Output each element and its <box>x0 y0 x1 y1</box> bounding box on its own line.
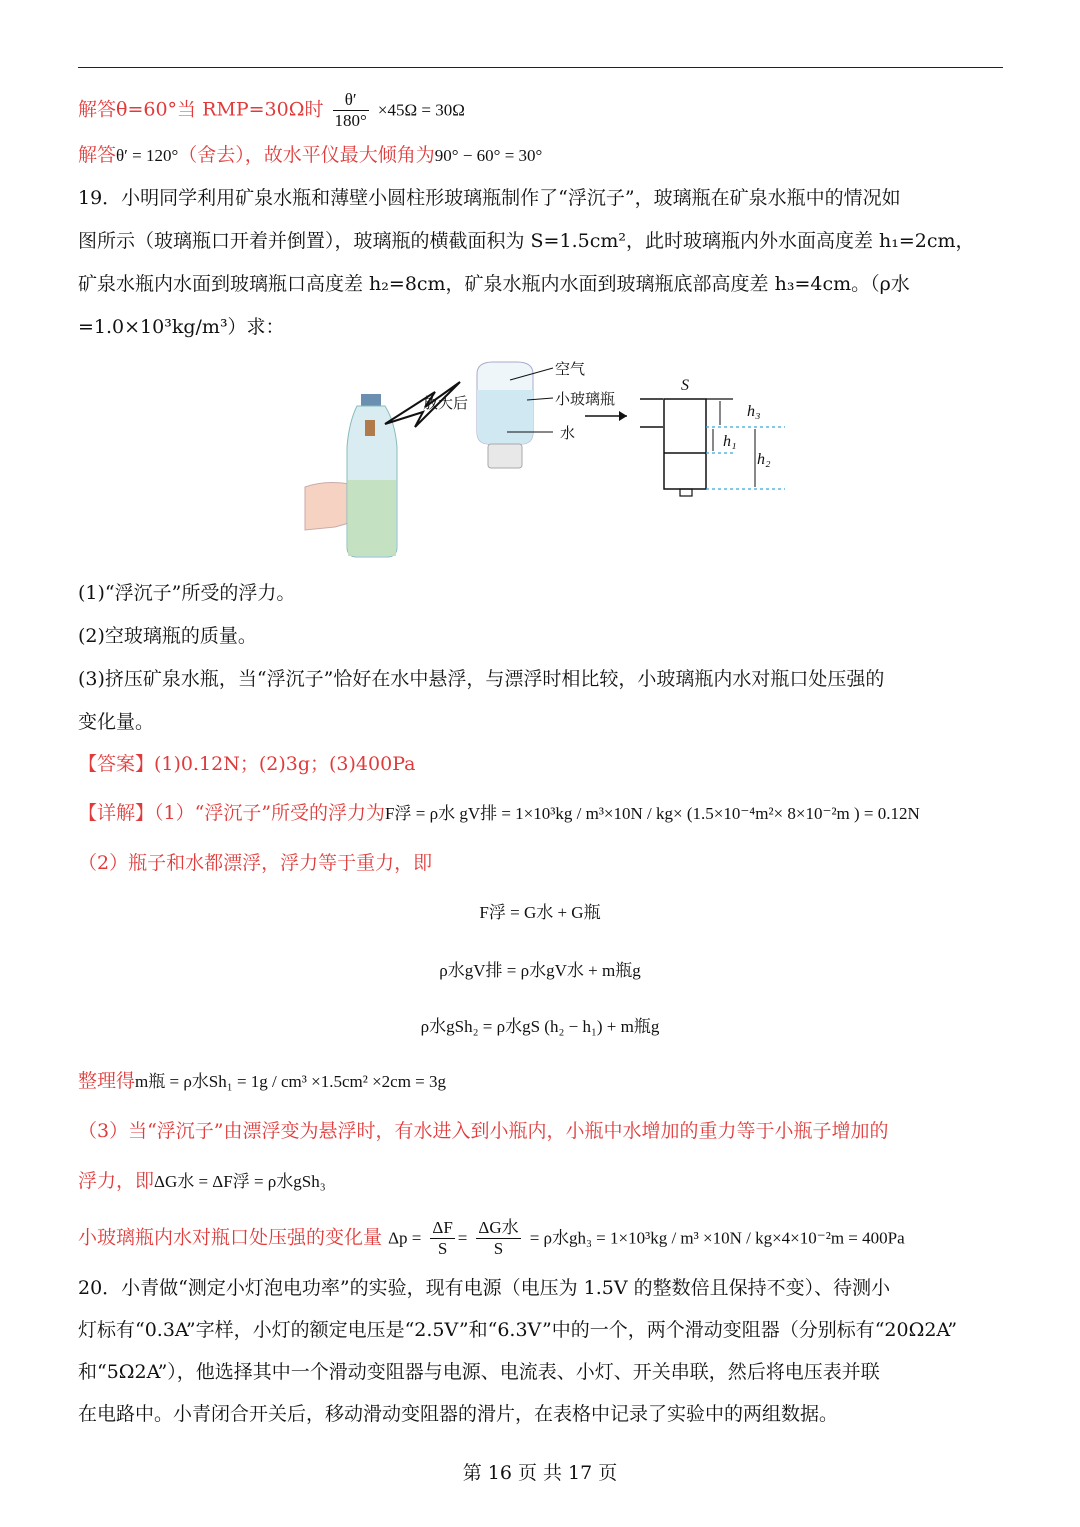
detail-line-5 <box>78 1167 326 1196</box>
fraction-denominator: S <box>493 1239 504 1258</box>
q19-line-3: 矿泉水瓶内水面到玻璃瓶口高度差 h₂=8cm，矿泉水瓶内水面到玻璃瓶底部高度差 h₃=4cm。（ρ水 <box>78 273 910 295</box>
zoom-label: 放大后 <box>423 394 469 412</box>
detail-math: ΔG水 = ΔF浮 = ρ水gSh₃ <box>154 1172 326 1191</box>
label-S: S <box>681 377 689 394</box>
solution-text: 解答θ=60°当 RMP=30Ω时 <box>78 98 324 121</box>
detail-math: F浮 = ρ水 gV排 = 1×10³kg / m³×10N / kg× (1.5×10⁻⁴m²× 8×10⁻²m ) = 0.12N <box>385 804 920 823</box>
equation-1: F浮 = G水 + G瓶 <box>479 903 601 922</box>
detail-math: Δp = <box>388 1228 422 1248</box>
detail-math: = ρ水gh₃ = 1×10³kg / m³ ×10N / kg×4×10⁻²m = 400Pa <box>529 1228 905 1248</box>
sub-question-1: (1)“浮沉子”所受的浮力。 <box>78 582 296 604</box>
detail-line-2: （2）瓶子和水都漂浮，浮力等于重力，即 <box>78 852 433 874</box>
sub-question-2: (2)空玻璃瓶的质量。 <box>78 625 257 647</box>
answer-line <box>78 750 415 778</box>
equation-2: ρ水gV排 = ρ水gV水 + m瓶g <box>439 961 641 980</box>
solution-line-1 <box>78 90 465 131</box>
sub-question-3-line-2: 变化量。 <box>78 711 155 733</box>
detail-text: （1）“浮沉子”所受的浮力为 <box>154 802 386 824</box>
fraction-numerator: θ′ <box>333 90 369 111</box>
detail-line-3 <box>78 1067 446 1096</box>
float-diver-figure <box>295 352 795 567</box>
solution-text: 解答 <box>78 144 117 166</box>
label-small-bottle: 小玻璃瓶 <box>555 390 616 408</box>
q20-line-2: 灯标有“0.3A”字样，小灯的额定电压是“2.5V”和“6.3V”中的一个，两个滑动变阻器（分别标有“20Ω2A” <box>78 1319 958 1341</box>
fraction <box>476 1218 520 1259</box>
fraction-denominator: 180° <box>334 111 367 130</box>
header-rule <box>78 67 1003 68</box>
fraction-numerator: ΔG水 <box>478 1218 519 1237</box>
fraction <box>430 1218 454 1259</box>
detail-line-1 <box>78 799 920 828</box>
q20-line-4: 在电路中。小青闭合开关后，移动滑动变阻器的滑片，在表格中记录了实验中的两组数据。 <box>78 1403 839 1425</box>
detail-math: m瓶 = ρ水Sh₁ = 1g / cm³ ×1.5cm² ×2cm = 3g <box>135 1072 447 1091</box>
fraction-denominator: S <box>437 1239 448 1258</box>
solution-text: （舍去），故水平仪最大倾角为 <box>178 144 435 166</box>
sub-question-3-line-1: (3)挤压矿泉水瓶，当“浮沉子”恰好在水中悬浮，与漂浮时相比较，小玻璃瓶内水对瓶口处压强的 <box>78 668 885 690</box>
label-h3: h₃ <box>747 403 761 420</box>
detail-tag: 【详解】 <box>78 802 155 824</box>
fraction <box>333 90 369 131</box>
solution-math: 90° − 60° = 30° <box>434 146 543 165</box>
schematic-diagram <box>640 399 785 496</box>
solution-line-2 <box>78 141 542 170</box>
solution-math: ×45Ω = 30Ω <box>377 100 465 120</box>
small-glass-bottle-magnified <box>477 362 533 468</box>
label-water: 水 <box>560 424 576 442</box>
page-footer: 第 16 页 共 17 页 <box>462 1462 618 1484</box>
q19-line-4: =1.0×10³kg/m³）求： <box>78 316 285 338</box>
mineral-water-bottle <box>347 394 397 557</box>
detail-text: 整理得 <box>78 1070 136 1092</box>
label-h2: h₂ <box>757 451 771 468</box>
detail-line-6: 小玻璃瓶内水对瓶口处压强的变化量 Δp = $\frac{\Delta F}{S}$ = $\frac{\text{ΔG水}}{S}$ = ρ水gh₃ = 1×10³kg / m³ ×10N / kg×4×10⁻²m = 400Pa <box>78 1218 905 1258</box>
q19-line-2: 图所示（玻璃瓶口开着并倒置），玻璃瓶的横截面积为 S=1.5cm²，此时玻璃瓶内外水面高度差 h₁=2cm， <box>78 230 975 252</box>
label-h1: h₁ <box>723 433 737 450</box>
q20-line-1: 20．小青做“测定小灯泡电功率”的实验，现有电源（电压为 1.5V 的整数倍且保持不变）、待测小 <box>78 1277 891 1299</box>
fraction-numerator: ΔF <box>432 1218 453 1237</box>
label-air: 空气 <box>555 360 586 378</box>
answer-text: (1)0.12N；(2)3g；(3)400Pa <box>154 753 416 775</box>
detail-text: 浮力，即 <box>78 1170 155 1192</box>
detail-text: 小玻璃瓶内水对瓶口处压强的变化量 <box>78 1226 383 1249</box>
q19-line-1: 19．小明同学利用矿泉水瓶和薄壁小圆柱形玻璃瓶制作了“浮沉子”，玻璃瓶在矿泉水瓶中的情况如 <box>78 187 901 209</box>
answer-tag: 【答案】 <box>78 753 155 775</box>
q20-line-3: 和“5Ω2A”），他选择其中一个滑动变阻器与电源、电流表、小灯、开关串联，然后将电压表并联 <box>78 1361 880 1383</box>
equation-3: ρ水gSh₂ = ρ水gS (h₂ − h₁) + m瓶g <box>420 1017 660 1036</box>
solution-math: θ′ = 120° <box>116 146 179 165</box>
detail-line-4: （3）当“浮沉子”由漂浮变为悬浮时，有水进入到小瓶内，小瓶中水增加的重力等于小瓶子增加的 <box>78 1120 889 1142</box>
